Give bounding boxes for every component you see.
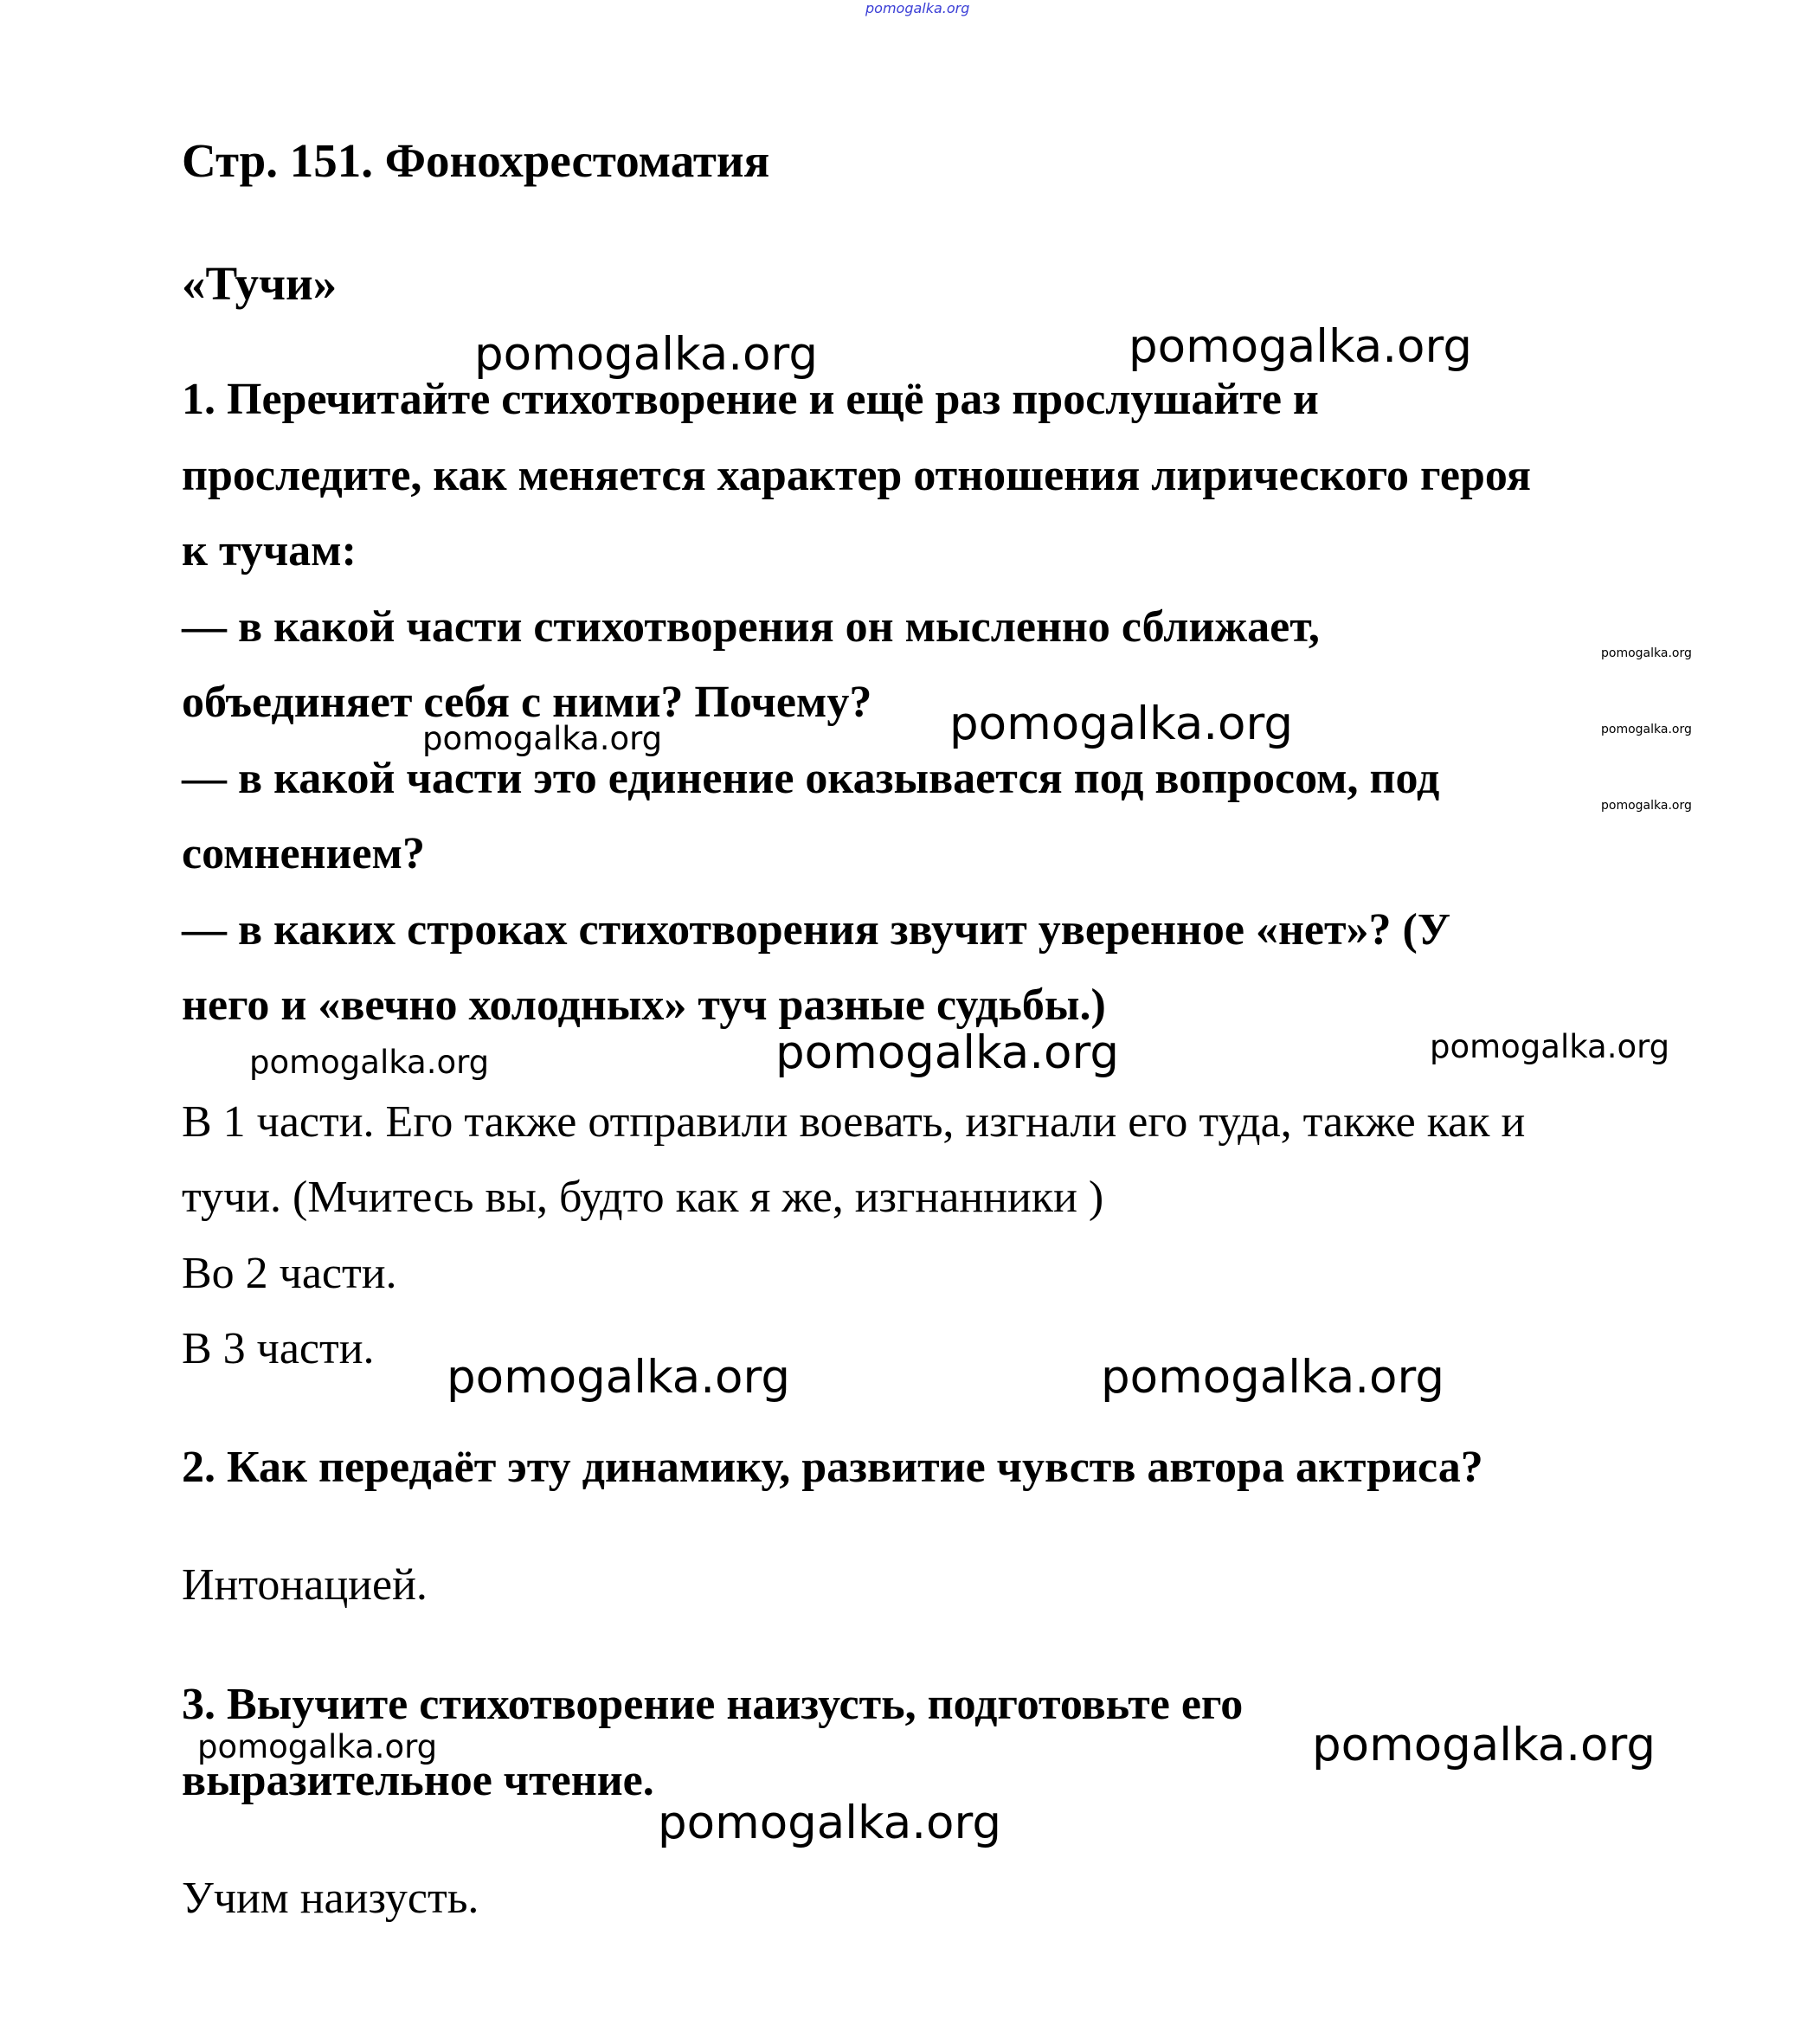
question-2: 2. Как передаёт эту динамику, развитие чувств автора актриса? (182, 1443, 1483, 1492)
top-watermark: pomogalka.org (865, 0, 970, 16)
question-line: — в какой части стихотворения он мысленно сближает, (182, 602, 1320, 652)
watermark: pomogalka.org (775, 1026, 1119, 1079)
answer-2: Интонацией. (182, 1560, 428, 1610)
poem-title: «Тучи» (182, 257, 338, 310)
watermark: pomogalka.org (422, 720, 663, 757)
watermark: pomogalka.org (197, 1728, 438, 1765)
question-line: проследите, как меняется характер отношения лирического героя (182, 451, 1532, 500)
page-title: Стр. 151. Фонохрестоматия (182, 134, 770, 187)
watermark: pomogalka.org (447, 1351, 790, 1404)
watermark: pomogalka.org (1101, 1351, 1444, 1404)
question-line: выразительное чтение. (182, 1756, 654, 1805)
watermark: pomogalka.org (1430, 1028, 1670, 1065)
watermark: pomogalka.org (474, 328, 818, 381)
question-line: — в каких строках стихотворения звучит уверенное «нет»? (У (182, 905, 1451, 955)
watermark: pomogalka.org (949, 698, 1293, 750)
question-line: него и «вечно холодных» туч разные судьбы.) (182, 980, 1106, 1030)
question-line: к тучам: (182, 526, 357, 575)
question-line: объединяет себя с ними? Почему? (182, 678, 872, 727)
question-line: — в какой части это единение оказывается под вопросом, под (182, 754, 1440, 803)
question-line: 3. Выучите стихотворение наизусть, подготовьте его (182, 1680, 1244, 1729)
watermark: pomogalka.org (1601, 799, 1692, 813)
watermark: pomogalka.org (1601, 723, 1692, 736)
answer-line: Во 2 части. (182, 1249, 397, 1298)
answer-3: Учим наизусть. (182, 1874, 479, 1923)
watermark: pomogalka.org (249, 1044, 490, 1081)
answer-line: В 3 части. (182, 1324, 375, 1373)
question-line: 1. Перечитайте стихотворение и ещё раз прослушайте и (182, 375, 1319, 424)
watermark: pomogalka.org (658, 1797, 1001, 1849)
watermark: pomogalka.org (1312, 1719, 1656, 1771)
watermark: pomogalka.org (1601, 646, 1692, 660)
answer-line: тучи. (Мчитесь вы, будто как я же, изгнанники ) (182, 1173, 1104, 1222)
question-line: сомнением? (182, 829, 425, 878)
watermark: pomogalka.org (1129, 320, 1472, 373)
answer-line: В 1 части. Его также отправили воевать, изгнали его туда, также как и (182, 1097, 1526, 1147)
